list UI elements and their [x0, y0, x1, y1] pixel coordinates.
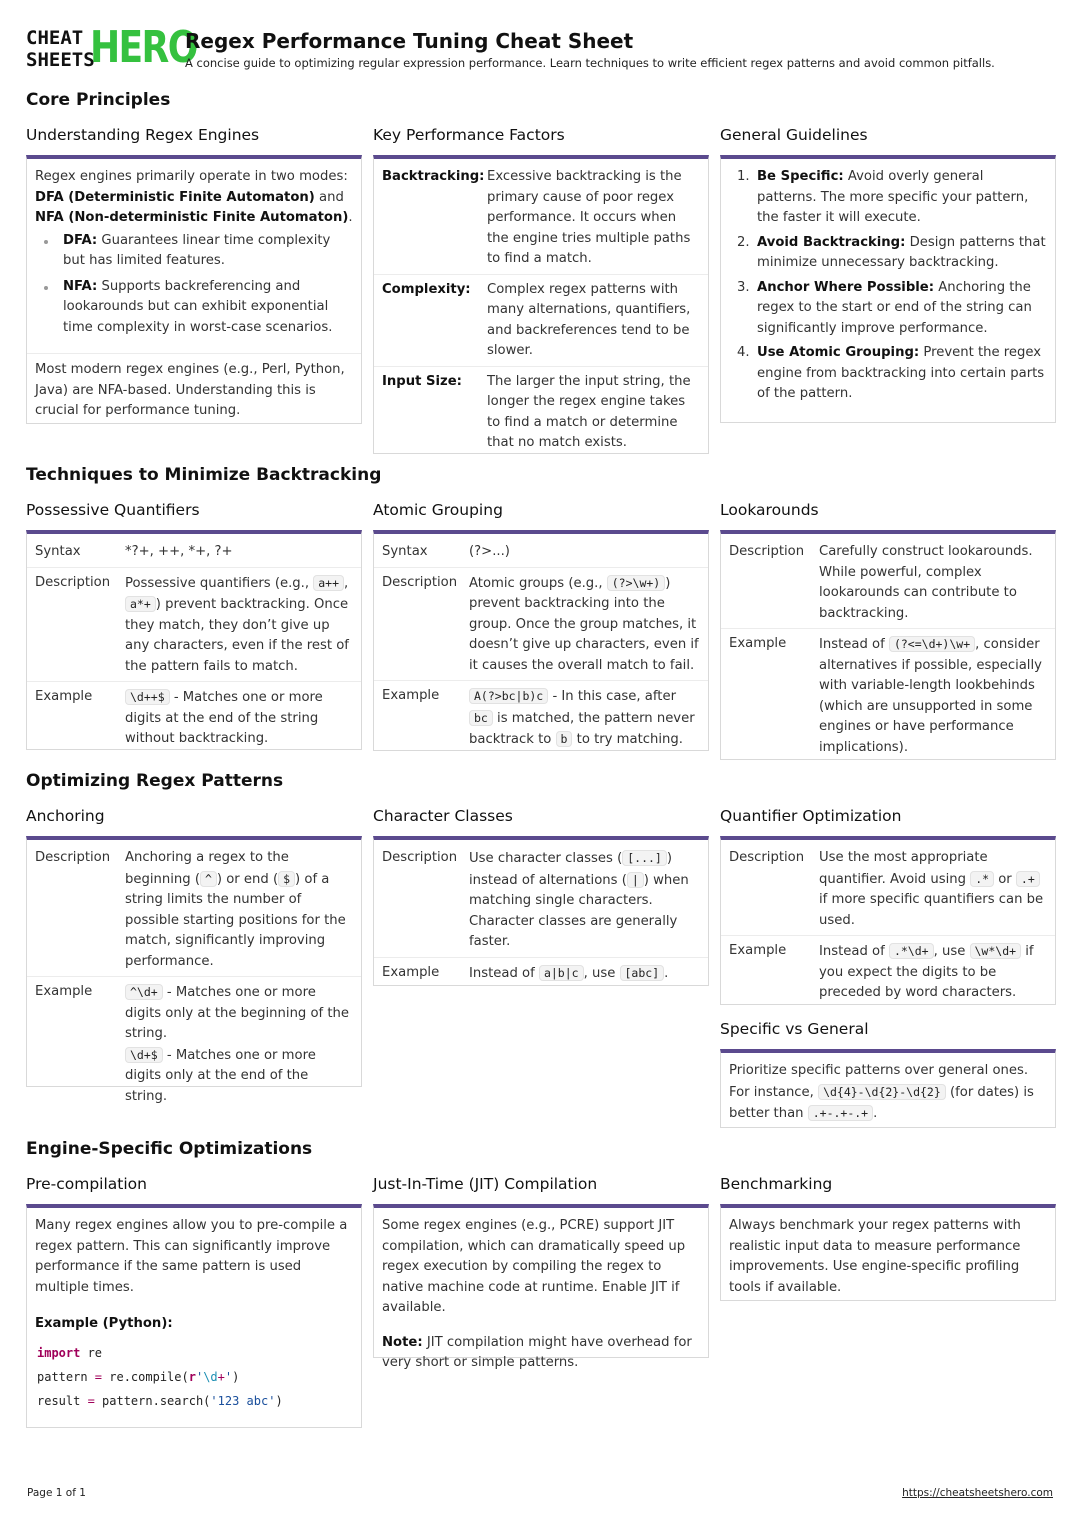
- inline-code: [abc]: [620, 965, 665, 981]
- card-title-possessive: Possessive Quantifiers: [26, 501, 200, 519]
- factor-value: Complex regex patterns with many alternations, quantifiers, and backreferences tend to be slower.: [487, 281, 691, 358]
- row-key: Description: [35, 574, 111, 590]
- text: ) of a string limits the number of possible starting positions for the match, significantly improving performance.: [125, 871, 346, 969]
- item-number: 2.: [737, 234, 750, 250]
- jit-note: [374, 1325, 708, 1380]
- row-value: [469, 686, 700, 751]
- list-item: [35, 231, 353, 272]
- specific-text: [721, 1053, 1055, 1131]
- table-row: [27, 840, 361, 977]
- card-jit: [373, 1204, 709, 1370]
- text: , use: [583, 965, 620, 981]
- item-text: Prevent the regex engine from backtracking into certain parts of the pattern.: [757, 345, 1045, 401]
- section-core-principles: Core Principles: [26, 90, 171, 110]
- row-value: Carefully construct lookarounds. While powerful, complex lookarounds can contribute to backtracking.: [819, 544, 1033, 621]
- code-keyword: import: [37, 1345, 81, 1360]
- row-key: Example: [382, 688, 440, 703]
- item-label: Avoid Backtracking:: [757, 234, 906, 250]
- list-item: [729, 233, 1047, 274]
- item-label: Be Specific:: [757, 169, 844, 184]
- card-title-charclasses: Character Classes: [373, 807, 513, 825]
- row-key: Example: [729, 636, 787, 651]
- text: Instead of: [819, 637, 889, 652]
- inline-code: a*+: [125, 596, 156, 612]
- row-key: Example: [729, 943, 787, 958]
- text: Possessive quantifiers (e.g.,: [125, 575, 314, 591]
- card-title-benchmarking: Benchmarking: [720, 1175, 833, 1193]
- text: to try matching.: [572, 732, 683, 747]
- text: , consider alternatives if possible, especially with variable-length lookbehinds (which are unsupported in some engines or have performance implications).: [819, 637, 1042, 755]
- code-text: pattern.search(: [94, 1393, 211, 1408]
- note-label: Note:: [382, 1334, 423, 1350]
- inline-code: ^: [200, 871, 217, 887]
- row-value: [469, 963, 700, 985]
- item-number: 3.: [737, 279, 750, 295]
- row-value: [819, 848, 1047, 931]
- factor-value: The larger the input string, the longer the regex engine takes to find a match or determine that no match exists.: [487, 373, 691, 450]
- row-value: [125, 848, 353, 972]
- text: - In this case, after: [548, 689, 676, 704]
- text: - Matches one or more digits only at the beginning of the string.: [125, 985, 350, 1041]
- text: is matched, the pattern never backtrack to: [469, 710, 695, 747]
- card-title-engines: Understanding Regex Engines: [26, 126, 260, 144]
- engine-list: [35, 231, 353, 339]
- row-value: [819, 634, 1047, 758]
- section-backtracking: Techniques to Minimize Backtracking: [26, 465, 382, 485]
- inline-code: \d++$: [125, 689, 170, 705]
- text: Use character classes (: [469, 851, 623, 866]
- table-row: [27, 977, 361, 1111]
- inline-code: (?>\w+): [607, 575, 665, 591]
- code-prefix: r: [188, 1369, 196, 1384]
- page-number: Page 1 of 1: [27, 1487, 86, 1499]
- card-title-lookarounds: Lookarounds: [720, 501, 819, 519]
- table-row: [721, 936, 1055, 1008]
- inline-code: .*\d+: [889, 943, 934, 959]
- inline-code: .*: [970, 871, 994, 887]
- dfa-text: Guarantees linear time complexity but has limited features.: [63, 232, 331, 268]
- code-line: [37, 1389, 353, 1413]
- text: Instead of: [469, 965, 539, 981]
- site-link[interactable]: https://cheatsheetshero.com: [902, 1487, 1053, 1499]
- code-text: result: [37, 1393, 88, 1408]
- row-value: [125, 573, 353, 678]
- guidelines-list: [721, 159, 1055, 413]
- precompile-text: Many regex engines allow you to pre-compile a regex pattern. This can significantly improve performance if the same pattern is used multiple times.: [35, 1218, 348, 1295]
- table-row: [374, 159, 708, 275]
- text: Prioritize specific patterns over general ones. For instance,: [729, 1063, 1029, 1100]
- factor-key: Input Size:: [382, 373, 462, 389]
- code-string: '123 abc': [210, 1393, 276, 1408]
- card-benchmarking: [720, 1204, 1056, 1301]
- bench-text: Always benchmark your regex patterns with realistic input data to measure performance improvements. Use engine-specific profiling tools if available.: [729, 1218, 1021, 1295]
- code-text: re.compile(: [102, 1369, 189, 1384]
- row-key: Description: [729, 850, 805, 865]
- card-lookarounds: [720, 530, 1056, 760]
- item-text: Anchoring the regex to the start or end of the string can significantly improve performance.: [757, 279, 1032, 336]
- page-subtitle: A concise guide to optimizing regular expression performance. Learn techniques to write efficient regex patterns and avoid common pitfalls.: [185, 56, 995, 70]
- list-item: [729, 278, 1047, 340]
- text: Example (Python):: [35, 1316, 173, 1331]
- inline-code: \w*\d+: [970, 943, 1022, 959]
- card-atomic: [373, 530, 709, 751]
- text: Use the most appropriate quantifier. Avoid using: [819, 850, 988, 887]
- page-title: Regex Performance Tuning Cheat Sheet: [185, 29, 634, 53]
- inline-code: A(?>bc|b)c: [469, 688, 548, 704]
- text: if more specific quantifiers can be used.: [819, 892, 1044, 928]
- row-value: [469, 573, 700, 677]
- engines-and: and: [314, 189, 344, 205]
- card-guidelines: [720, 155, 1056, 423]
- section-engine: Engine-Specific Optimizations: [26, 1139, 313, 1159]
- row-key: Syntax: [382, 544, 428, 559]
- item-number: 4.: [737, 345, 750, 360]
- card-engines: [26, 155, 362, 424]
- engines-dot: .: [348, 210, 353, 225]
- card-title-quantifier: Quantifier Optimization: [720, 807, 902, 825]
- card-possessive: [26, 530, 362, 750]
- table-row: [374, 681, 708, 755]
- inline-code: \d+$: [125, 1047, 163, 1063]
- nfa-text: Supports backreferencing and lookarounds but can exhibit exponential time complexity in worst-case scenarios.: [63, 278, 333, 335]
- text: ) or end (: [216, 871, 279, 887]
- code-text: ): [275, 1393, 283, 1408]
- item-text: Design patterns that minimize unnecessary backtracking.: [757, 234, 1046, 270]
- text: or: [994, 871, 1016, 887]
- card-title-specific: Specific vs General: [720, 1020, 869, 1038]
- logo-cheat: CHEAT: [26, 27, 84, 49]
- text: if you expect the digits to be preceded by word characters.: [819, 944, 1034, 1000]
- item-label: Anchor Where Possible:: [757, 279, 934, 295]
- row-key: Syntax: [35, 544, 81, 559]
- nfa-label: NFA:: [63, 278, 98, 294]
- text: Anchoring a regex to the beginning (: [125, 850, 289, 887]
- table-row: [721, 534, 1055, 629]
- inline-code: .+: [1016, 871, 1040, 887]
- factor-value: Excessive backtracking is the primary cause of poor regex performance. It occurs when the engine tries multiple paths to find a match.: [487, 169, 691, 266]
- nfa-name: NFA (Non-deterministic Finite Automaton): [35, 210, 349, 225]
- text: (for dates) is better than: [729, 1084, 1034, 1121]
- row-key: Example: [35, 689, 93, 704]
- inline-code: [...]: [622, 850, 667, 866]
- text: .: [664, 965, 669, 981]
- code-escape: \d: [203, 1369, 218, 1384]
- logo-hero: HERO: [90, 22, 197, 73]
- inline-code: |: [627, 872, 644, 888]
- inline-code: ^\d+: [125, 984, 163, 1000]
- inline-code: \d{4}-\d{2}-\d{2}: [818, 1084, 946, 1100]
- text: - Matches one or more digits at the end of the string without backtracking.: [125, 690, 323, 746]
- row-key: Example: [382, 964, 440, 980]
- card-title-guidelines: General Guidelines: [720, 126, 868, 144]
- card-title-precompile: Pre-compilation: [26, 1175, 147, 1193]
- code-text: pattern: [37, 1369, 95, 1384]
- page-header: [26, 22, 1054, 88]
- card-title-factors: Key Performance Factors: [373, 126, 565, 144]
- code-operator: +: [217, 1369, 225, 1384]
- card-title-anchoring: Anchoring: [26, 807, 105, 825]
- inline-code: a++: [313, 575, 344, 591]
- table-row: [374, 534, 708, 568]
- card-charclasses: [373, 836, 709, 986]
- code-line: [37, 1365, 353, 1389]
- row-key: Description: [382, 850, 458, 865]
- card-title-atomic: Atomic Grouping: [373, 501, 503, 519]
- factor-key: Complexity:: [382, 281, 471, 297]
- inline-code: .+-.+-.+: [808, 1105, 873, 1121]
- table-row: [27, 568, 361, 683]
- text: - Matches one or more digits only at the end of the string.: [125, 1047, 316, 1104]
- card-anchoring: [26, 836, 362, 1104]
- inline-code: $: [278, 871, 295, 887]
- card-factors: [373, 155, 709, 454]
- item-text: Avoid overly general patterns. The more specific your pattern, the faster it will execute.: [757, 169, 1029, 225]
- text: , use: [933, 944, 970, 959]
- inline-code: a|b|c: [539, 965, 584, 981]
- row-key: Description: [729, 544, 805, 559]
- factor-key: Backtracking:: [382, 169, 485, 184]
- text: ,: [344, 575, 349, 591]
- code-text: re: [80, 1345, 103, 1360]
- row-value: *?+, ++, *+, ?+: [125, 544, 233, 559]
- row-value: [125, 687, 353, 750]
- item-number: 1.: [737, 169, 750, 184]
- text: ) instead of alternations (: [469, 851, 673, 888]
- table-row: [721, 840, 1055, 936]
- item-label: Use Atomic Grouping:: [757, 345, 920, 360]
- row-value: [125, 982, 353, 1107]
- row-value: [819, 941, 1047, 1004]
- card-quantifier: [720, 836, 1056, 1005]
- table-row: [374, 958, 708, 989]
- text: Instead of: [819, 944, 889, 959]
- precompile-example-label: [27, 1304, 361, 1335]
- table-row: [374, 840, 708, 958]
- code-operator: =: [94, 1369, 103, 1384]
- text: .: [873, 1106, 878, 1121]
- logo-sheets: SHEETS: [26, 49, 95, 71]
- inline-code: bc: [469, 710, 493, 726]
- text: ) prevent backtracking. Once they match, they don’t give up any characters, even if the rest of the pattern fails to match.: [125, 597, 349, 674]
- engines-intro: Regex engines primarily operate in two modes:: [35, 169, 348, 184]
- text: ) prevent backtracking into the group. Once the group matches, it doesn’t give up characters, even if it causes the overall match to fail.: [469, 575, 699, 673]
- code-line: [37, 1341, 353, 1365]
- row-key: Example: [35, 984, 93, 999]
- code-operator: =: [87, 1393, 95, 1408]
- card-specific: [720, 1049, 1056, 1128]
- table-row: [374, 568, 708, 682]
- table-row: [27, 682, 361, 754]
- cheatsheetshero-logo[interactable]: [26, 22, 197, 74]
- row-key: Description: [382, 574, 458, 590]
- jit-text: Some regex engines (e.g., PCRE) support JIT compilation, which can dramatically speed up regex execution by compiling the regex to native machine code at runtime. Enable JIT if available.: [382, 1218, 686, 1315]
- section-optimizing: Optimizing Regex Patterns: [26, 771, 284, 791]
- list-item: [729, 343, 1047, 405]
- row-value: (?>...): [469, 544, 510, 559]
- table-row: [721, 629, 1055, 762]
- note-text: JIT compilation might have overhead for very short or simple patterns.: [382, 1334, 692, 1370]
- code-string: ': [195, 1369, 204, 1384]
- table-row: [374, 367, 708, 458]
- dfa-label: DFA:: [63, 232, 98, 248]
- text: Atomic groups (e.g.,: [469, 575, 607, 591]
- card-precompile: [26, 1204, 362, 1428]
- code-text: ): [232, 1369, 240, 1384]
- engines-footer: Most modern regex engines (e.g., Perl, Python, Java) are NFA-based. Understanding this is crucial for performance tuning.: [27, 353, 361, 428]
- row-key: Description: [35, 850, 111, 865]
- dfa-name: DFA (Deterministic Finite Automaton): [35, 189, 315, 205]
- text: ) when matching single characters. Character classes are generally faster.: [469, 872, 689, 949]
- table-row: [27, 534, 361, 568]
- list-item: [35, 277, 353, 339]
- inline-code: (?<=\d+)\w+: [889, 636, 975, 652]
- list-item: [729, 167, 1047, 229]
- card-title-jit: Just-In-Time (JIT) Compilation: [373, 1175, 598, 1193]
- code-string: ': [224, 1369, 233, 1384]
- row-value: [469, 848, 700, 953]
- table-row: [374, 275, 708, 367]
- python-code-block: [27, 1335, 361, 1421]
- inline-code: b: [556, 731, 573, 747]
